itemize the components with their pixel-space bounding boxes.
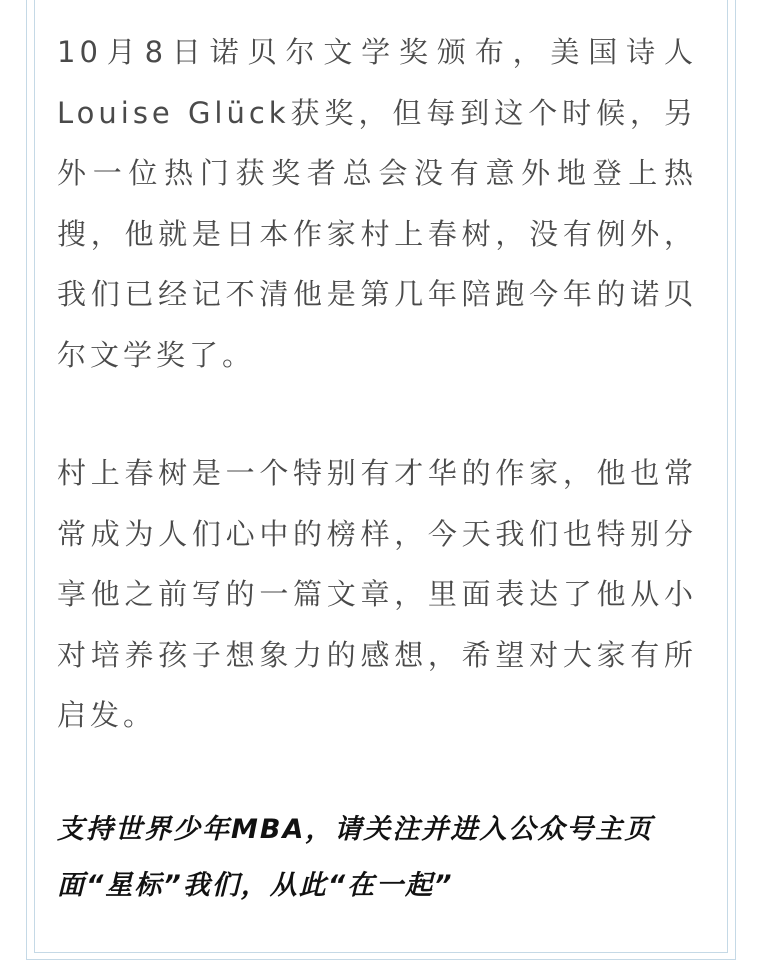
second-paragraph: 村上春树是一个特别有才华的作家，他也常常成为人们心中的榜样，今天我们也特别分享他之前写的一篇文章，里面表达了他从小对培养孩子想象力的感想，希望对大家有所启发。 [57,456,697,732]
intro-paragraph: 10月8日诺贝尔文学奖颁布，美国诗人Louise Glück获奖，但每到这个时候，另外一位热门获奖者总会没有意外地登上热搜，他就是日本作家村上春树，没有例外，我们已经记不清他是第几年陪跑今年的诺贝尔文学奖了。 [57,35,697,372]
follow-callout: 支持世界少年MBA，请关注并进入公众号主页面“星标”我们，从此“在一起” [57,813,654,901]
article-body [57,22,697,914]
